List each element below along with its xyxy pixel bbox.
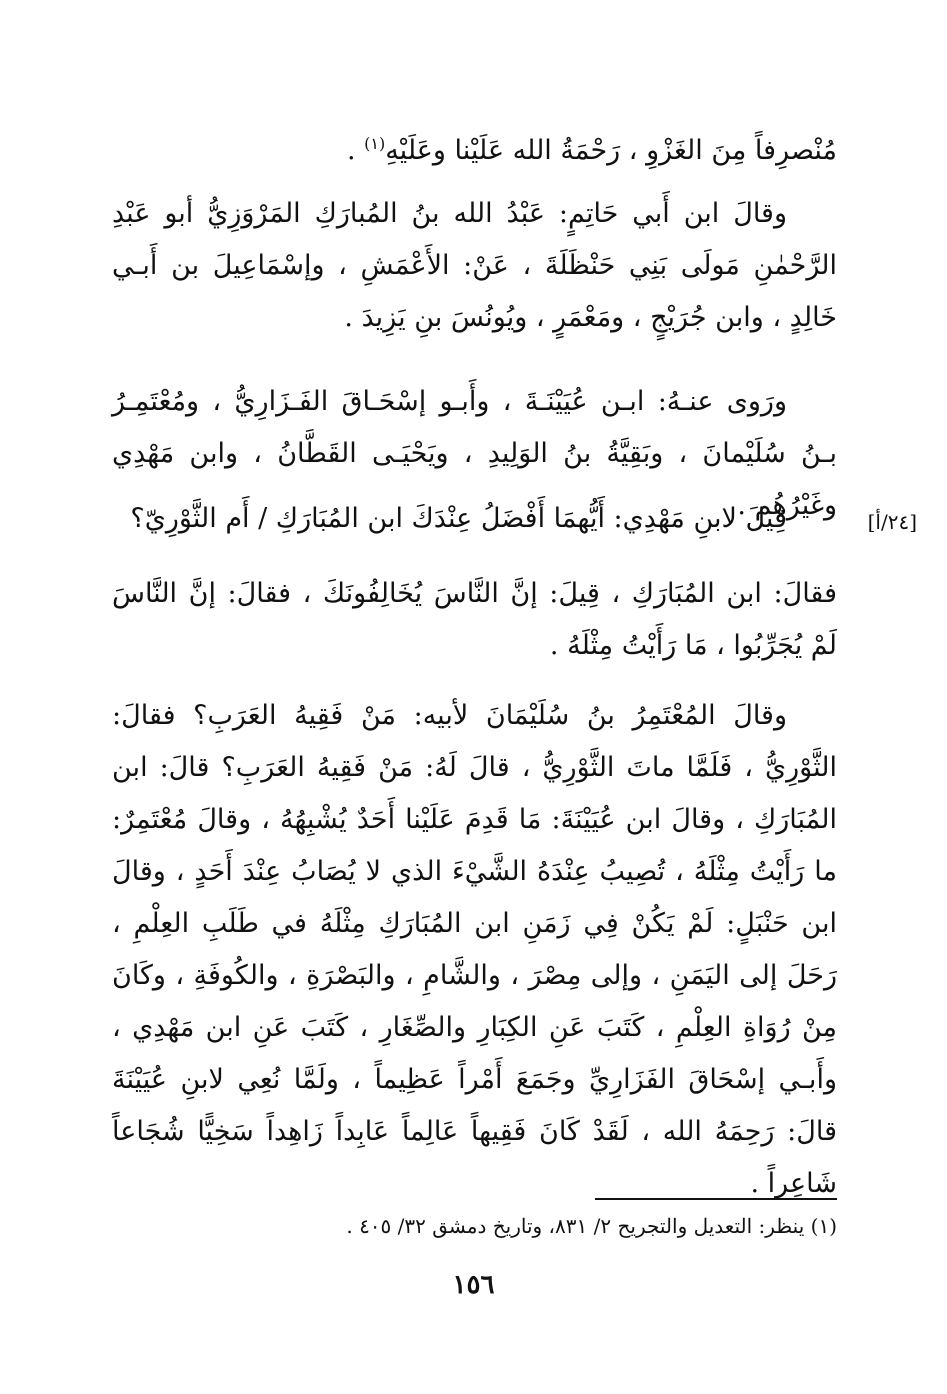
paragraph-5: فقالَ: ابن المُبَارَكِ ، قِيلَ: إنَّ النَّاسَ يُخَالِفُونَكَ ، فقالَ: إنَّ النَّاسَ لَمْ يُجَرِّبُوا ، مَا رَأَيْتُ مِثْلَهُ . — [112, 578, 837, 661]
main-text — [112, 125, 837, 177]
footnote-reference: (١) — [364, 134, 386, 153]
margin-folio-note: [٢٤/أ] — [867, 510, 917, 534]
text-block-2 — [112, 188, 837, 344]
page-number: ١٥٦ — [452, 1270, 495, 1300]
footnote: (١) ينظر: التعديل والتجريح ٢/ ٨٣١، وتاريخ دمشق ٣٢/ ٤٠٥ . — [346, 1214, 837, 1238]
paragraph-1-text: مُنْصرِفاً مِنَ الغَزْوِ ، رَحْمَةُ الله عَلَيْنا وعَلَيْهِ — [385, 135, 837, 166]
footnote-divider — [595, 1198, 837, 1200]
text-block-4 — [112, 493, 837, 545]
text-block-6 — [112, 690, 837, 1210]
paragraph-6: وقالَ المُعْتَمِرُ بنُ سُلَيْمَانَ لأبيه: مَنْ فَقِيهُ العَرَبِ؟ فقالَ: الثَّوْرِيُّ ، فَلَمَّا ماتَ الثَّوْرِيُّ ، قالَ لَهُ: مَنْ فَقِيهُ العَرَبِ؟ قالَ: ابن المُبَارَكِ ، وقالَ ابن عُيَيْنَةَ: مَا قَدِمَ عَلَيْنا أَحَدٌ يُشْبِهُهُ ، وقالَ مُعْتَمِرٌ: ما رَأَيْتُ مِثْلَهُ ، تُصِيبُ عِنْدَهُ الشَّيْءَ الذي لا يُصَابُ عِنْدَ أَحَدٍ ، وقالَ ابن حَنْبَلٍ: لَمْ يَكُنْ فِي زَمَنِ ابن المُبَارَكِ مِثْلَهُ في طَلَبِ العِلْمِ ، رَحَلَ إلى اليَمَنِ ، وإلى مِصْرَ ، والشَّامِ ، والبَصْرَةِ ، والكُوفَةِ ، وكَانَ مِنْ رُوَاةِ العِلْمِ ، كَتَبَ عَنِ الكِبَارِ والصِّغَارِ ، كَتَبَ عَنِ ابن مَهْدِي ، وأَبـي إسْحَاقَ الفَزَارِيِّ وجَمَعَ أَمْراً عَظِيماً ، ولَمَّا نُعِي لابنِ عُيَيْنَةَ قالَ: رَحِمَهُ الله ، لَقَدْ كَانَ فَقِيهاً عَالِماً عَابِداً زَاهِداً سَخِيًّا شُجَاعاً شَاعِراً . — [112, 700, 837, 1199]
text-block-5 — [112, 568, 837, 672]
paragraph-2: وقالَ ابن أَبي حَاتِمٍ: عَبْدُ الله بنُ المُبارَكِ المَرْوَزِيُّ أبو عَبْدِ الرَّحْمٰنِ مَولَى بَنِي حَنْظَلَةَ ، عَنْ: الأَعْمَشِ ، وإسْمَاعِيلَ بن أَبـي خَالِدٍ ، وابن جُرَيْجٍ ، ومَعْمَرٍ ، ويُونُسَ بنِ يَزِيدَ . — [112, 198, 837, 333]
paragraph-1 — [112, 125, 837, 177]
paragraph-3: ورَوى عنـهُ: ابـن عُيَيْنَـةَ ، وأَبـو إسْحَـاقَ الفَـزَارِيُّ ، ومُعْتَمِـرُ بـنُ سُلَيْمانَ ، وبَقِيَّةُ بنُ الوَلِيدِ ، ويَحْيَـى القَطَّانُ ، وابن مَهْدِي وغَيْرُهُم . — [112, 386, 837, 521]
paragraph-1-end: . — [346, 135, 365, 166]
paragraph-4: قِيلَ لابنِ مَهْدِي: أَيُّهمَا أَفْضَلُ عِنْدَكَ ابن المُبَارَكِ / أَم الثَّوْرِيّ؟ — [130, 503, 787, 534]
